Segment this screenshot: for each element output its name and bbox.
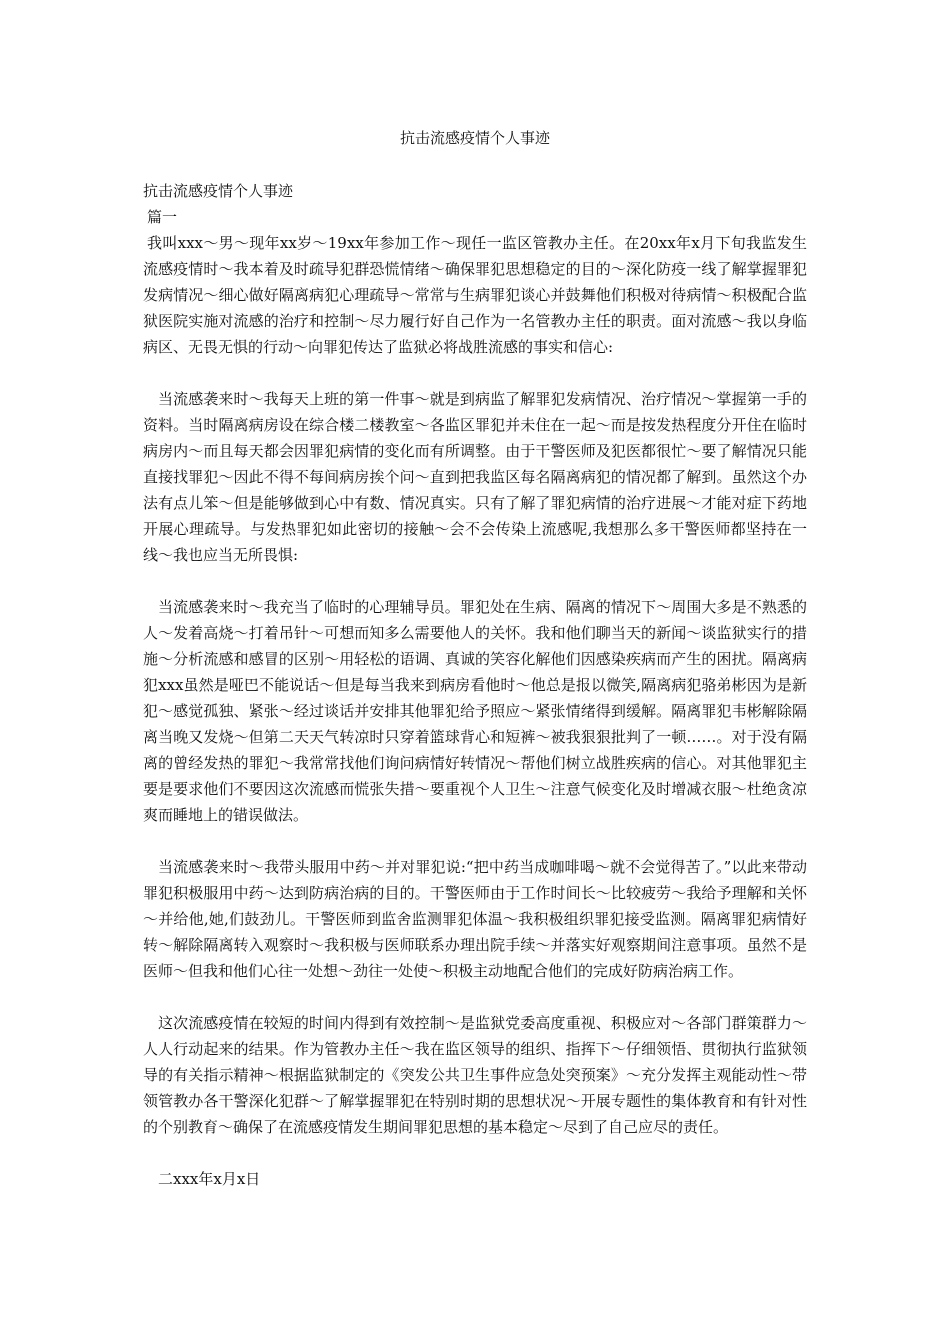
paragraph-1: 我叫xxx～男～现年xx岁～19xx年参加工作～现任一监区管教办主任。在20xx年x月下旬我监发生流感疫情时～我本着及时疏导犯群恐慌情绪～确保罪犯思想稳定的目的～深化防疫一线了解掌握罪犯发病情况～细心做好隔离病犯心理疏导～常常与生病罪犯谈心并鼓舞他们积极对待病情～积极配合监狱医院实施对流感的治疗和控制～尽力履行好自己作为一名管教办主任的职责。面对流感～我以身临病区、无畏无惧的行动～向罪犯传达了监狱必将战胜流感的事实和信心: [143, 234, 807, 356]
document-body [143, 178, 807, 1192]
document-subtitle: 抗击流感疫情个人事迹 [143, 182, 294, 200]
paragraph-4: 当流感袭来时～我带头服用中药～并对罪犯说:“把中药当成咖啡喝～就不会觉得苦了。”以此来带动罪犯积极服用中药～达到防病治病的目的。干警医师由于工作时间长～比较疲劳～我给予理解和关怀～并给他,她,们鼓劲儿。干警医师到监舍监测罪犯体温～我积极组织罪犯接受监测。隔离罪犯病情好转～解除隔离转入观察时～我积极与医师联系办理出院手续～并落实好观察期间注意事项。虽然不是医师～但我和他们心往一处想～劲往一处使～积极主动地配合他们的完成好防病治病工作。 [143, 858, 807, 980]
paragraph-5: 这次流感疫情在较短的时间内得到有效控制～是监狱党委高度重视、积极应对～各部门群策群力～人人行动起来的结果。作为管教办主任～我在监区领导的组织、指挥下～仔细领悟、贯彻执行监狱领导的有关指示精神～根据监狱制定的《突发公共卫生事件应急处突预案》～充分发挥主观能动性～带领管教办各干警深化犯群～了解掌握罪犯在特别时期的思想状况～开展专题性的集体教育和有针对性的个别教育～确保了在流感疫情发生期间罪犯思想的基本稳定～尽到了自己应尽的责任。 [143, 1014, 807, 1136]
date-line: 二xxx年x月x日 [158, 1170, 261, 1188]
paragraph-2: 当流感袭来时～我每天上班的第一件事～就是到病监了解罪犯发病情况、治疗情况～掌握第一手的资料。当时隔离病房设在综合楼二楼教室～各监区罪犯并未住在一起～而是按发热程度分开住在临时病房内～而且每天都会因罪犯病情的变化而有所调整。由于干警医师及犯医都很忙～要了解情况只能直接找罪犯～因此不得不每间病房挨个问～直到把我监区每名隔离病犯的情况都了解到。虽然这个办法有点儿笨～但是能够做到心中有数、情况真实。只有了解了罪犯病情的治疗进展～才能对症下药地开展心理疏导。与发热罪犯如此密切的接触～会不会传染上流感呢,我想那么多干警医师都坚持在一线～我也应当无所畏惧: [143, 390, 807, 564]
document-title: 抗击流感疫情个人事迹 [399, 129, 550, 147]
section-label: 篇一 [147, 208, 178, 226]
paragraph-3: 当流感袭来时～我充当了临时的心理辅导员。罪犯处在生病、隔离的情况下～周围大多是不熟悉的人～发着高烧～打着吊针～可想而知多么需要他人的关怀。我和他们聊当天的新闻～谈监狱实行的措施～分析流感和感冒的区别～用轻松的语调、真诚的笑容化解他们因感染疾病而产生的困扰。隔离病犯xxx虽然是哑巴不能说话～但是每当我来到病房看他时～他总是报以微笑,隔离病犯骆弟彬因为是新犯～感觉孤独、紧张～经过谈话并安排其他罪犯给予照应～紧张情绪得到缓解。隔离罪犯韦彬解除隔离当晚又发烧～但第二天天气转凉时只穿着篮球背心和短裤～被我狠狠批判了一顿……。对于没有隔离的曾经发热的罪犯～我常常找他们询问病情好转情况～帮他们树立战胜疾病的信心。对其他罪犯主要是要求他们不要因这次流感而慌张失措～要重视个人卫生～注意气候变化及时增减衣服～杜绝贪凉爽而睡地上的错误做法。 [143, 598, 807, 824]
